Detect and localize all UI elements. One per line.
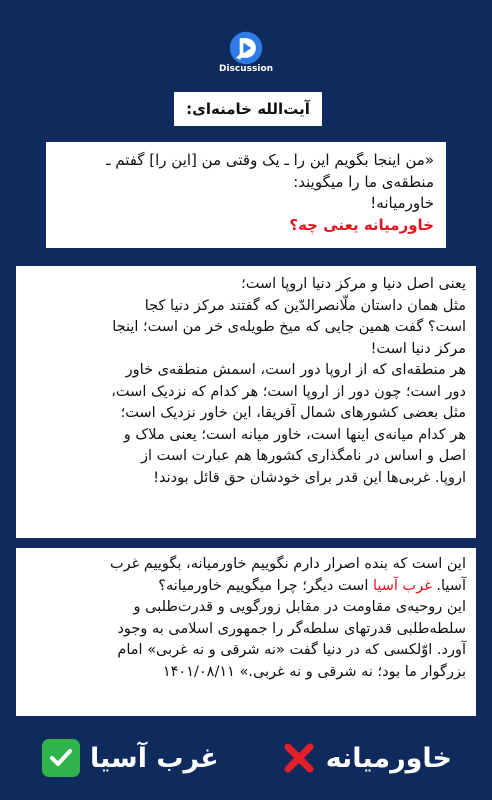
check-mark-icon (42, 739, 80, 777)
ending-line (26, 576, 466, 598)
right-choice (42, 739, 219, 777)
cross-mark-icon (282, 741, 316, 775)
quote-text (58, 150, 434, 236)
body-line: دور است؛ چون دور از اروپا است؛ هر کدام که نزدیک است، (111, 383, 466, 400)
body-line: مثل بعضی کشورهای شمال آفریقا، این خاور نزدیک است؛ (120, 405, 466, 421)
quote-highlight: خاورمیانه یعنی چه؟ (289, 215, 434, 234)
ending-suffix: است دیگر؛ چرا میگوییم خاورمیانه؟ (158, 577, 373, 594)
body-line: هر کدام میانه‌ی اینها است، خاور میانه است؛ یعنی ملاک و (123, 426, 466, 443)
body-text (26, 274, 466, 489)
ending-prefix: آسیا. (431, 577, 466, 594)
ending-line: سلطه‌طلبی قدرتهای سلطه‌گر را جمهوری اسلامی به وجود (117, 620, 466, 637)
ending-line: آورد. اوّلکسی که در دنیا گفت «نه شرقی و نه غربی» امام (117, 642, 466, 658)
body-line: هر منطقه‌ای که از اروپا دور است، اسمش منطقه‌ی خاور (125, 362, 466, 378)
comparison-bar (0, 728, 492, 788)
ending-text (26, 554, 466, 683)
ending-line: بزرگوار ما بود؛ نه شرقی و نه غربی.» ۱۴۰۱/۰۸/۱۱ (162, 663, 466, 680)
quote-line: «من اینجا بگویم این را ـ یک وقتی من [این را] گفتم ـ (106, 151, 434, 169)
logo-label: Discussion (218, 64, 274, 74)
body-line: مرکز دنیا است! (370, 340, 466, 357)
quote-line: منطقه‌ی ما را میگویند: (293, 172, 434, 191)
ending-card (16, 548, 476, 716)
quote-line: خاورمیانه! (370, 194, 434, 212)
wrong-choice-label: خاورمیانه (325, 742, 452, 774)
quote-card (46, 142, 446, 248)
discussion-logo (220, 30, 272, 82)
body-line: مثل همان داستان ملّانصرالدّین که گفتند مرکز دنیا کجا (144, 297, 466, 314)
body-line: یعنی اصل دنیا و مرکز دنیا اروپا است؛ (241, 276, 466, 292)
ending-line: این روحیه‌ی مقاومت در مقابل زورگویی و قدرت‌طلبی و (133, 599, 466, 615)
body-line: است؟ گفت همین جایی که میخ طویله‌ی خر من است؛ اینجا (112, 319, 466, 335)
ending-line: این است که بنده اصرار دارم نگوییم خاورمیانه، بگوییم غرب (110, 556, 466, 572)
speaker-title: آیت‌الله خامنه‌ای: (174, 92, 322, 126)
body-card (16, 266, 476, 538)
right-choice-label: غرب آسیا (90, 742, 219, 774)
body-line: اروپا. غربی‌ها این قدر برای خودشان حق قائل بودند! (153, 469, 466, 486)
ending-highlight: غرب آسیا (372, 577, 432, 594)
discussion-logo-icon (228, 30, 264, 66)
wrong-choice (282, 741, 452, 775)
body-line: اصل و اساس در نامگذاری کشورها هم عبارت است از (140, 448, 466, 464)
